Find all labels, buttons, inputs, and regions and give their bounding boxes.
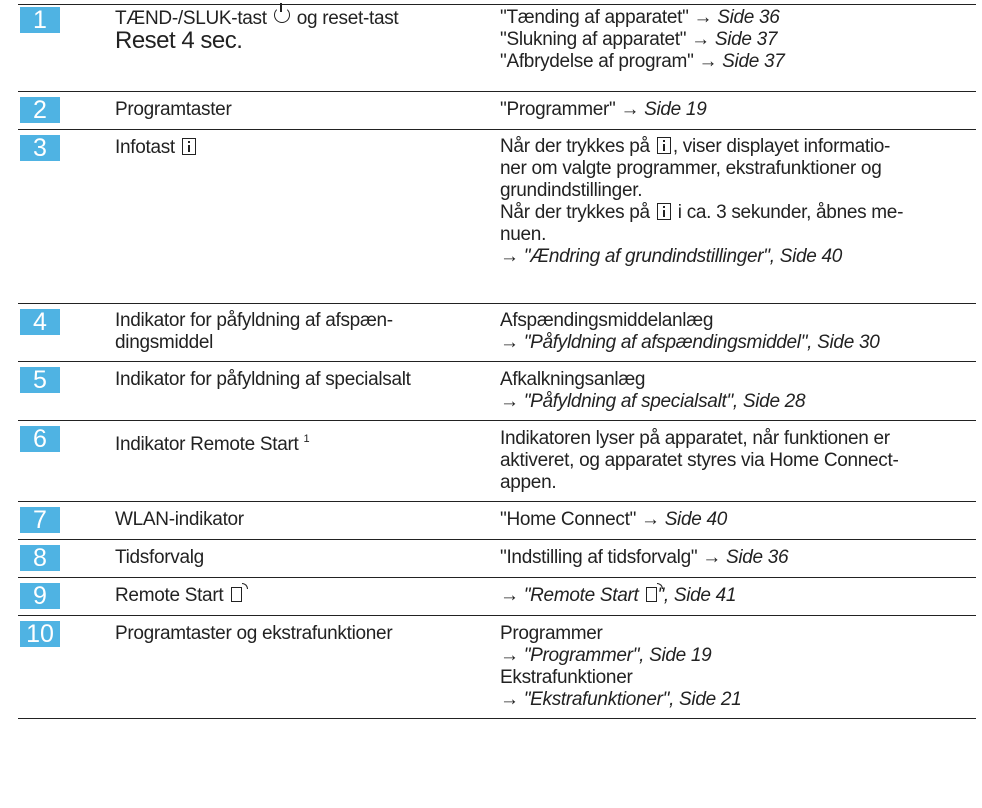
row-label: TÆND-/SLUK-tast og reset-tast Reset 4 sec. (115, 8, 399, 54)
table-row (18, 303, 976, 361)
row-label: WLAN-indikator (115, 509, 244, 530)
row-label: Programtaster og ekstrafunktioner (115, 623, 393, 644)
row-description: "Home Connect" → Side 40 (500, 509, 728, 530)
row-label: Programtaster (115, 99, 232, 120)
row-number-badge: 2 (20, 97, 60, 123)
row-description: "Indstilling af tidsforvalg" → Side 36 (500, 547, 789, 568)
table-row (18, 615, 976, 719)
row-description: "Programmer" → Side 19 (500, 99, 707, 120)
row-description: "Tænding af apparatet" → Side 36 "Slukning af apparatet" → Side 37 "Afbrydelse af program" → Side 37 (500, 7, 785, 72)
row-number-badge: 3 (20, 135, 60, 161)
row-label: Indikator for påfyldning af specialsalt (115, 369, 411, 390)
row-description: Afspændingsmiddelanlæg → "Påfyldning af afspændingsmiddel", Side 30 (500, 310, 880, 353)
row-number-badge: 10 (20, 621, 60, 647)
table-row (18, 129, 976, 303)
remote-start-icon (231, 587, 242, 602)
table-row (18, 361, 976, 420)
row-description: Indikatoren lyser på apparatet, når funktionen er aktiveret, og apparatet styres via Home Connect- appen. (500, 428, 899, 493)
info-icon (182, 138, 196, 155)
table-row (18, 91, 976, 129)
row-number-badge: 8 (20, 545, 60, 571)
table-row (18, 501, 976, 539)
reset-label: Reset 4 sec. (115, 27, 243, 54)
table-row (18, 420, 976, 501)
remote-start-icon (646, 587, 657, 602)
info-icon (657, 137, 671, 154)
info-icon (657, 203, 671, 220)
row-number-badge: 6 (20, 426, 60, 452)
row-description: Programmer → "Programmer", Side 19 Ekstrafunktioner → "Ekstrafunktioner", Side 21 (500, 623, 742, 710)
row-number-badge: 9 (20, 583, 60, 609)
power-icon (274, 7, 290, 23)
row-number-badge: 4 (20, 309, 60, 335)
row-label: Remote Start (115, 585, 242, 607)
table-row (18, 539, 976, 577)
row-description: Når der trykkes på , viser displayet informatio- ner om valgte programmer, ekstrafunktioner og grundindstillinger. Når der trykkes på i ca. 3 sekunder, åbnes me- nuen. → "Ændring af grundindstillinger", Side 40 (500, 136, 904, 267)
row-description: Afkalkningsanlæg → "Påfyldning af specialsalt", Side 28 (500, 369, 806, 412)
row-label: Indikator Remote Start $^1$ (115, 433, 310, 455)
controls-table (18, 4, 976, 719)
row-label: Tidsforvalg (115, 547, 204, 568)
row-number-badge: 5 (20, 367, 60, 393)
row-label: Infotast (115, 137, 198, 159)
table-row (18, 577, 976, 615)
table-row (18, 4, 976, 91)
row-label: Indikator for påfyldning af afspæn- dingsmiddel (115, 310, 393, 353)
row-number-badge: 1 (20, 7, 60, 33)
row-description: → "Remote Start ", Side 41 (500, 585, 737, 606)
row-number-badge: 7 (20, 507, 60, 533)
